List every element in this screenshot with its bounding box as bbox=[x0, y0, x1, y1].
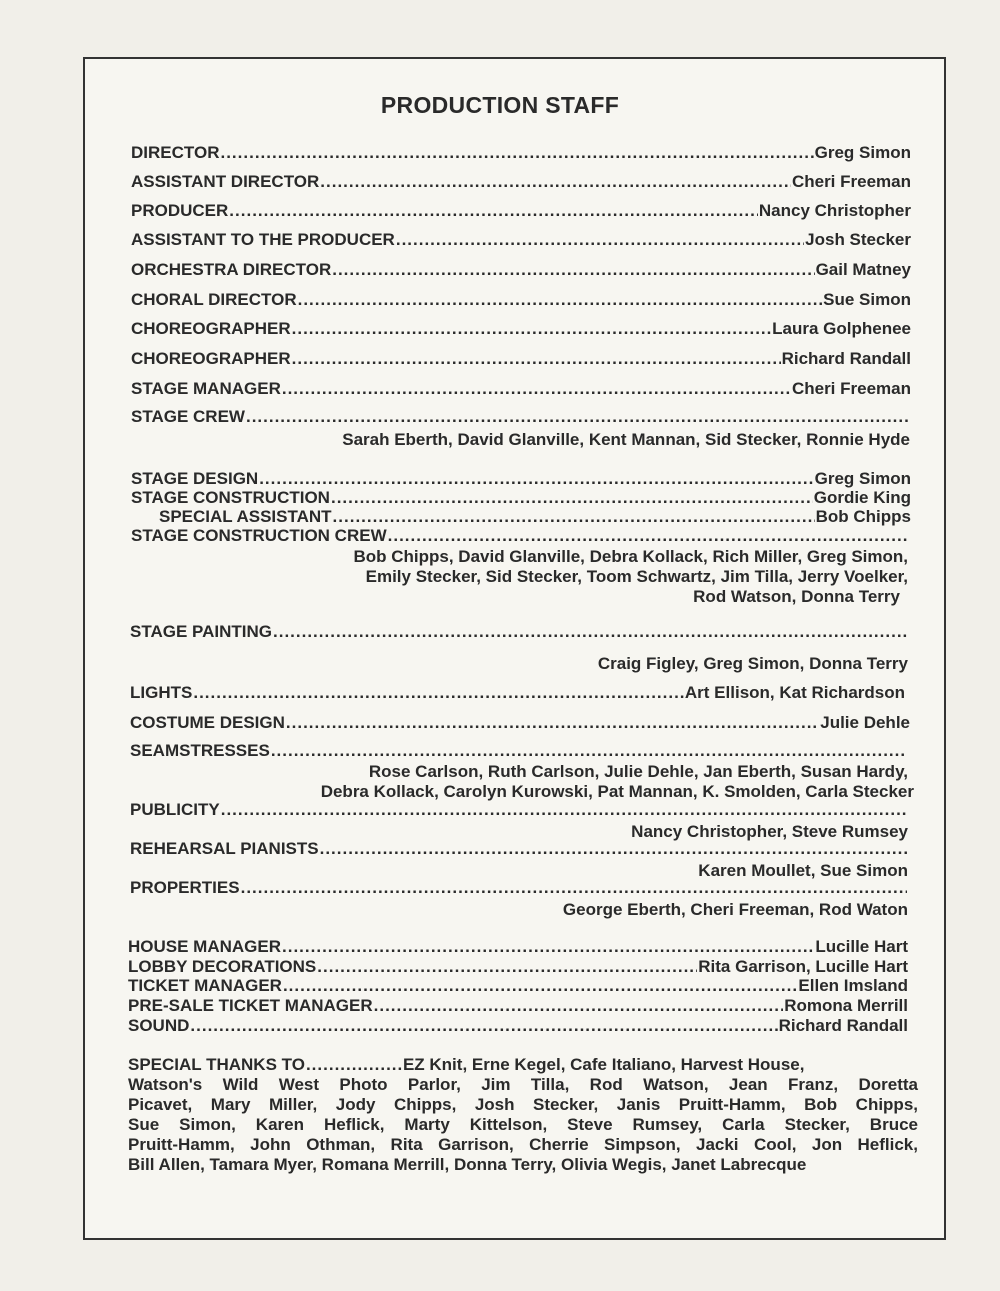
role-value: Richard Randall bbox=[781, 349, 911, 368]
thanks-line: EZ Knit, Erne Kegel, Cafe Italiano, Harvest House, bbox=[402, 1055, 805, 1074]
leader-dots bbox=[396, 230, 804, 250]
role-value: Rita Garrison, Lucille Hart bbox=[698, 957, 908, 976]
staff-row-seamstresses bbox=[130, 741, 908, 761]
staff-row-lights bbox=[130, 683, 905, 703]
role-label: STAGE PAINTING bbox=[130, 622, 272, 641]
staff-row-lobby-decorations bbox=[128, 957, 908, 977]
leader-dots bbox=[220, 143, 813, 163]
thanks-line: Picavet, Mary Miller, Jody Chipps, Josh Stecker, Janis Pruitt-Hamm, Bob Chipps, bbox=[128, 1095, 918, 1114]
leader-dots bbox=[221, 800, 907, 820]
staff-row-stage-manager bbox=[131, 379, 911, 399]
role-label: PROPERTIES bbox=[130, 878, 240, 897]
leader-dots bbox=[283, 976, 797, 996]
role-value: Ellen Imsland bbox=[798, 976, 908, 995]
role-label: PRE-SALE TICKET MANAGER bbox=[128, 996, 373, 1015]
staff-row-orchestra-director bbox=[131, 260, 911, 280]
role-label: LIGHTS bbox=[130, 683, 193, 702]
page-title: PRODUCTION STAFF bbox=[380, 92, 620, 118]
staff-row-choreographer-2 bbox=[131, 349, 911, 369]
role-label: TICKET MANAGER bbox=[128, 976, 282, 995]
staff-row-construction-crew bbox=[131, 526, 909, 546]
role-label: LOBBY DECORATIONS bbox=[128, 957, 317, 976]
leader-dots bbox=[388, 526, 908, 546]
role-value: Art Ellison, Kat Richardson bbox=[684, 683, 905, 702]
special-thanks bbox=[128, 1055, 918, 1175]
staff-row-presale-ticket-manager bbox=[128, 996, 908, 1016]
role-label: ASSISTANT TO THE PRODUCER bbox=[131, 230, 395, 249]
role-value: Romona Merrill bbox=[784, 996, 908, 1015]
staff-row-stage-design bbox=[131, 469, 911, 489]
staff-row-stage-painting bbox=[130, 622, 908, 642]
properties-names bbox=[563, 900, 908, 920]
leader-dots bbox=[193, 683, 684, 703]
role-label: SPECIAL ASSISTANT bbox=[159, 507, 332, 526]
construction-crew-names bbox=[353, 547, 908, 607]
seamstresses-names bbox=[321, 762, 914, 802]
staff-row-stage-crew bbox=[131, 407, 909, 427]
staff-row-publicity bbox=[130, 800, 908, 820]
role-value: Greg Simon bbox=[814, 143, 911, 162]
role-value: Gordie King bbox=[813, 488, 911, 507]
leader-dots bbox=[246, 407, 908, 427]
leader-dots bbox=[286, 713, 819, 733]
role-value: Gail Matney bbox=[815, 260, 911, 279]
role-label: SEAMSTRESSES bbox=[130, 741, 270, 760]
role-label: CHORAL DIRECTOR bbox=[131, 290, 297, 309]
staff-row-special-assistant bbox=[159, 507, 911, 527]
staff-row-choreographer-1 bbox=[131, 319, 911, 339]
role-label: STAGE DESIGN bbox=[131, 469, 259, 488]
role-value: Richard Randall bbox=[778, 1016, 908, 1035]
names-line: Rose Carlson, Ruth Carlson, Julie Dehle, Jan Eberth, Susan Hardy, bbox=[368, 762, 908, 781]
staff-row-stage-construction bbox=[131, 488, 911, 508]
role-value: Laura Golphenee bbox=[772, 319, 911, 338]
thanks-label: SPECIAL THANKS TO bbox=[128, 1055, 305, 1074]
thanks-line: Sue Simon, Karen Heflick, Marty Kittelson, Steve Rumsey, Carla Stecker, Bruce bbox=[128, 1115, 918, 1134]
staff-row-properties bbox=[130, 878, 908, 898]
role-label: CHOREOGRAPHER bbox=[131, 319, 291, 338]
leader-dots bbox=[320, 839, 907, 859]
staff-row-assistant-director bbox=[131, 172, 911, 192]
staff-row-house-manager bbox=[128, 937, 908, 957]
role-value: Cheri Freeman bbox=[791, 379, 911, 398]
thanks-line: Bill Allen, Tamara Myer, Romana Merrill, Donna Terry, Olivia Wegis, Janet Labrecque bbox=[128, 1155, 807, 1174]
leader-dots bbox=[271, 741, 907, 761]
staff-row-assistant-producer bbox=[131, 230, 911, 250]
role-label: STAGE MANAGER bbox=[131, 379, 281, 398]
staff-row-costume-design bbox=[130, 713, 910, 733]
names-line: Sarah Eberth, David Glanville, Kent Mannan, Sid Stecker, Ronnie Hyde bbox=[342, 430, 910, 449]
leader-dots bbox=[332, 260, 814, 280]
role-value: Bob Chipps bbox=[815, 507, 911, 526]
leader-dots bbox=[273, 622, 907, 642]
staff-row-sound bbox=[128, 1016, 908, 1036]
leader-dots bbox=[374, 996, 784, 1016]
role-label: STAGE CREW bbox=[131, 407, 245, 426]
role-label: PUBLICITY bbox=[130, 800, 220, 819]
thanks-first-line bbox=[128, 1055, 918, 1075]
role-label: STAGE CONSTRUCTION bbox=[131, 488, 330, 507]
leader-dots bbox=[292, 349, 781, 369]
stage-crew-names bbox=[342, 430, 910, 450]
leader-dots bbox=[282, 937, 814, 957]
role-value: Greg Simon bbox=[814, 469, 911, 488]
leader-dots bbox=[282, 379, 791, 399]
role-value: Josh Stecker bbox=[805, 230, 911, 249]
names-line: Karen Moullet, Sue Simon bbox=[698, 861, 908, 880]
role-label: STAGE CONSTRUCTION CREW bbox=[131, 526, 387, 545]
role-label: HOUSE MANAGER bbox=[128, 937, 282, 956]
role-label: DIRECTOR bbox=[131, 143, 220, 162]
role-value: Julie Dehle bbox=[820, 713, 910, 732]
leader-dots bbox=[259, 469, 813, 489]
role-value: Nancy Christopher bbox=[758, 201, 911, 220]
role-label: SOUND bbox=[128, 1016, 190, 1035]
names-line: Emily Stecker, Sid Stecker, Toom Schwartz, Jim Tilla, Jerry Voelker, bbox=[365, 567, 908, 586]
staff-row-choral-director bbox=[131, 290, 911, 310]
leader-dots bbox=[292, 319, 772, 339]
leader-dots bbox=[190, 1016, 777, 1036]
leader-dots bbox=[320, 172, 791, 192]
names-line: Rod Watson, Donna Terry bbox=[693, 587, 900, 606]
names-line: George Eberth, Cheri Freeman, Rod Waton bbox=[562, 900, 908, 919]
role-label: PRODUCER bbox=[131, 201, 229, 220]
stage-painting-names bbox=[598, 654, 908, 674]
names-line: Craig Figley, Greg Simon, Donna Terry bbox=[597, 654, 908, 673]
thanks-line: Watson's Wild West Photo Parlor, Jim Tilla, Rod Watson, Jean Franz, Doretta bbox=[128, 1075, 918, 1094]
role-label: CHOREOGRAPHER bbox=[131, 349, 291, 368]
staff-row-director bbox=[131, 143, 911, 163]
staff-row-ticket-manager bbox=[128, 976, 908, 996]
leader-dots bbox=[229, 201, 758, 221]
names-line: Nancy Christopher, Steve Rumsey bbox=[631, 822, 908, 841]
leader-dots bbox=[331, 488, 813, 508]
leader-dots bbox=[333, 507, 815, 527]
role-label: ORCHESTRA DIRECTOR bbox=[131, 260, 332, 279]
names-line: Debra Kollack, Carolyn Kurowski, Pat Mannan, K. Smolden, Carla Stecker bbox=[320, 782, 914, 801]
staff-row-producer bbox=[131, 201, 911, 221]
role-label: COSTUME DESIGN bbox=[130, 713, 285, 732]
role-value: Sue Simon bbox=[823, 290, 911, 309]
names-line: Bob Chipps, David Glanville, Debra Kollack, Rich Miller, Greg Simon, bbox=[353, 547, 908, 566]
staff-row-rehearsal-pianists bbox=[130, 839, 908, 859]
leader-dots bbox=[306, 1055, 402, 1075]
role-label: ASSISTANT DIRECTOR bbox=[131, 172, 320, 191]
role-label: REHEARSAL PIANISTS bbox=[130, 839, 319, 858]
role-value: Lucille Hart bbox=[815, 937, 908, 956]
leader-dots bbox=[317, 957, 697, 977]
thanks-line: Pruitt-Hamm, John Othman, Rita Garrison, Cherrie Simpson, Jacki Cool, Jon Heflick, bbox=[128, 1135, 918, 1154]
leader-dots bbox=[298, 290, 823, 310]
leader-dots bbox=[241, 878, 907, 898]
role-value: Cheri Freeman bbox=[791, 172, 911, 191]
